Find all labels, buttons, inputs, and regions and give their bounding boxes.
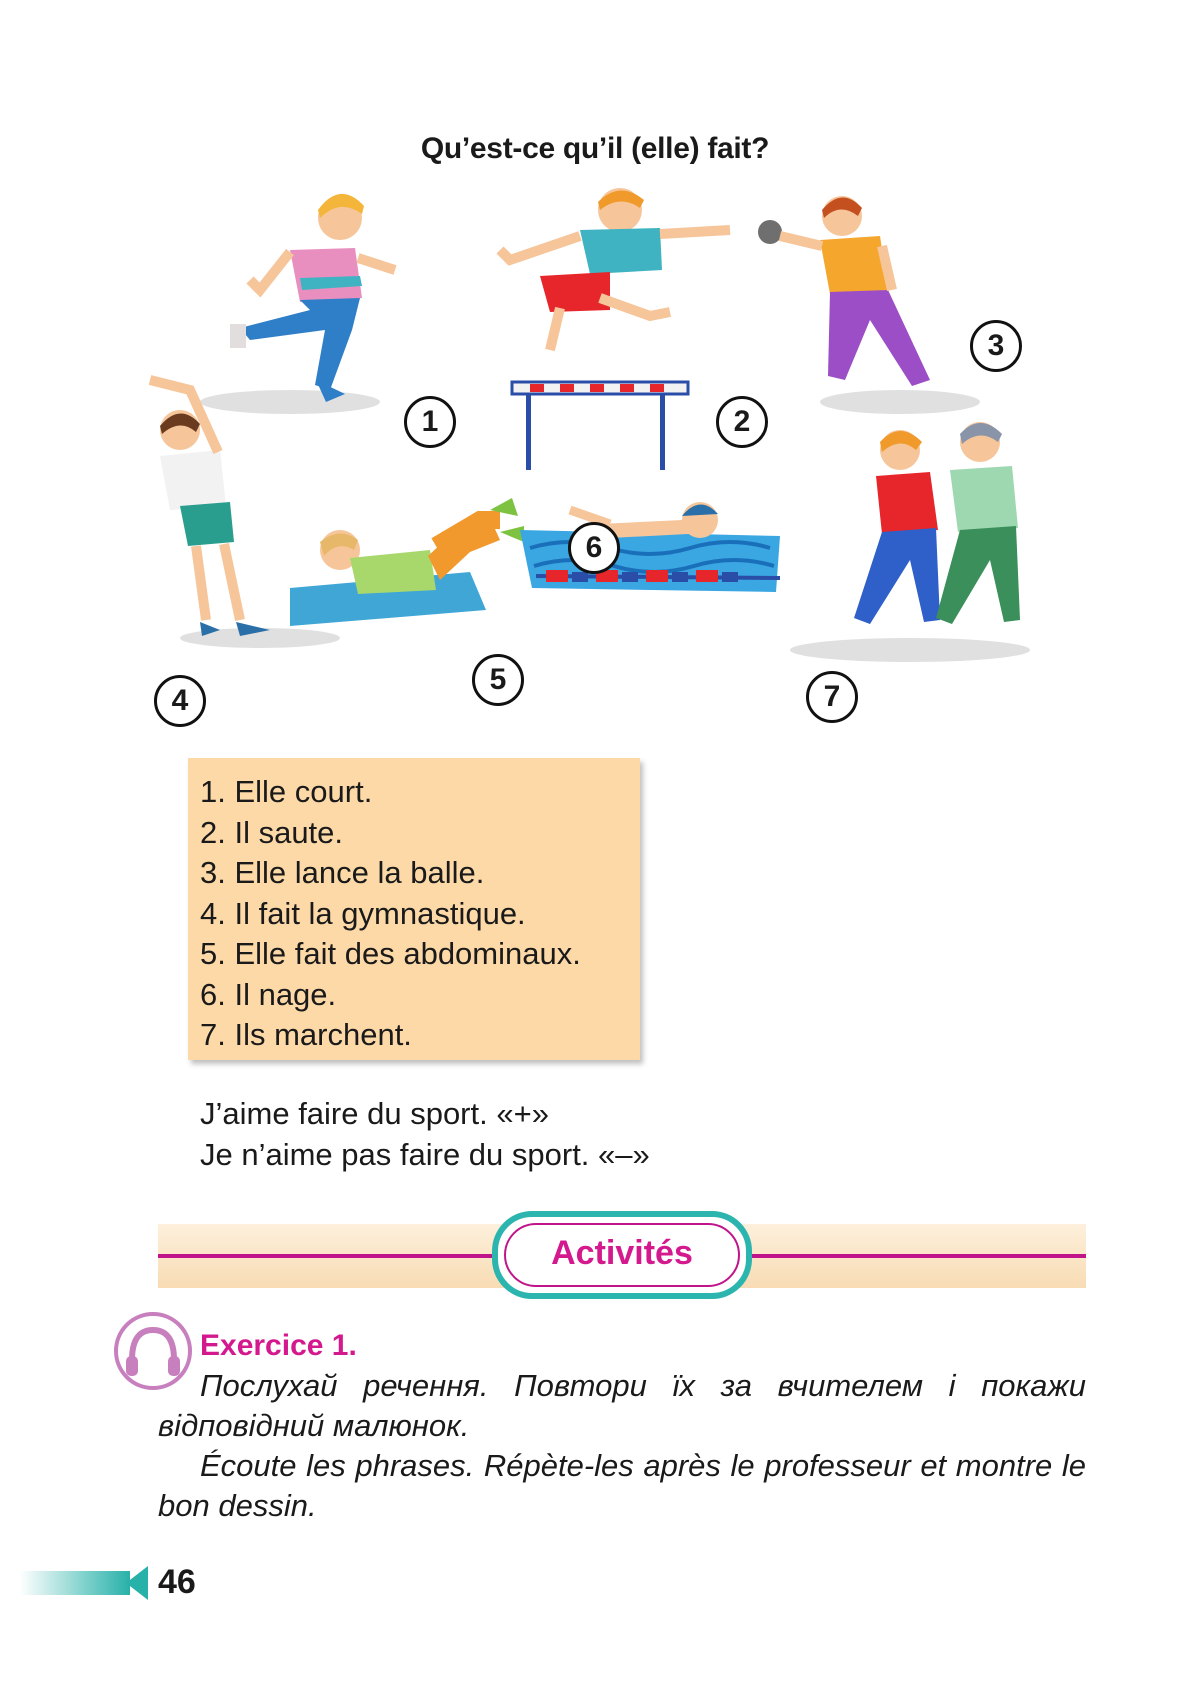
activities-heading-pill bbox=[492, 1211, 752, 1299]
phrase-item-4: 4. Il fait la gymnastique. bbox=[200, 895, 526, 931]
sport-sentences bbox=[200, 1093, 650, 1175]
footer-gradient-bar bbox=[20, 1571, 130, 1595]
phrase-item-1: 1. Elle court. bbox=[200, 774, 373, 809]
swimming-boy-figure bbox=[520, 502, 780, 592]
badge-1: 1 bbox=[404, 396, 456, 448]
stretching-boy-figure bbox=[150, 380, 270, 636]
badge-4: 4 bbox=[154, 675, 206, 727]
walking-children-figure bbox=[854, 422, 1020, 624]
page-title: Qu’est-ce qu’il (elle) fait? bbox=[420, 132, 770, 165]
badge-6: 6 bbox=[568, 522, 620, 574]
sentence-dislike: Je n’aime pas faire du sport. «–» bbox=[200, 1137, 650, 1172]
phrase-item-6: 6. Il nage. bbox=[200, 976, 337, 1012]
badge-5: 5 bbox=[472, 654, 524, 706]
badge-3: 3 bbox=[970, 320, 1022, 372]
exercise-title: Exercice 1. bbox=[200, 1329, 357, 1362]
jumping-boy-figure bbox=[500, 188, 730, 470]
throwing-girl-figure bbox=[758, 196, 930, 386]
situps-girl-figure bbox=[290, 498, 524, 626]
exercise-instructions bbox=[158, 1366, 1086, 1526]
running-girl-figure bbox=[230, 194, 395, 402]
banner-line-right bbox=[752, 1254, 1086, 1258]
phrase-list-box bbox=[188, 758, 640, 1060]
activities-title: Activités bbox=[551, 1234, 693, 1272]
banner-line-left bbox=[158, 1254, 492, 1258]
phrase-item-7: 7. Ils marchent. bbox=[200, 1017, 412, 1052]
badge-7: 7 bbox=[806, 671, 858, 723]
sports-illustration bbox=[140, 180, 1100, 740]
phrase-item-5: 5. Elle fait des abdominaux. bbox=[200, 936, 581, 971]
sports-scene-drawing bbox=[140, 180, 1100, 740]
instruction-french: Écoute les phrases. Répète-les après le professeur et montre le bon dessin. bbox=[158, 1448, 1086, 1523]
footer-arrow-icon bbox=[126, 1566, 148, 1600]
badge-2: 2 bbox=[716, 396, 768, 448]
instruction-ukrainian: Послухай речення. Повтори їх за вчителем і покажи відповідний малюнок. bbox=[158, 1368, 1086, 1443]
phrase-item-3: 3. Elle lance la balle. bbox=[200, 855, 485, 890]
phrase-item-2: 2. Il saute. bbox=[200, 814, 344, 850]
sentence-like: J’aime faire du sport. «+» bbox=[200, 1096, 549, 1131]
page-number: 46 bbox=[158, 1563, 196, 1601]
